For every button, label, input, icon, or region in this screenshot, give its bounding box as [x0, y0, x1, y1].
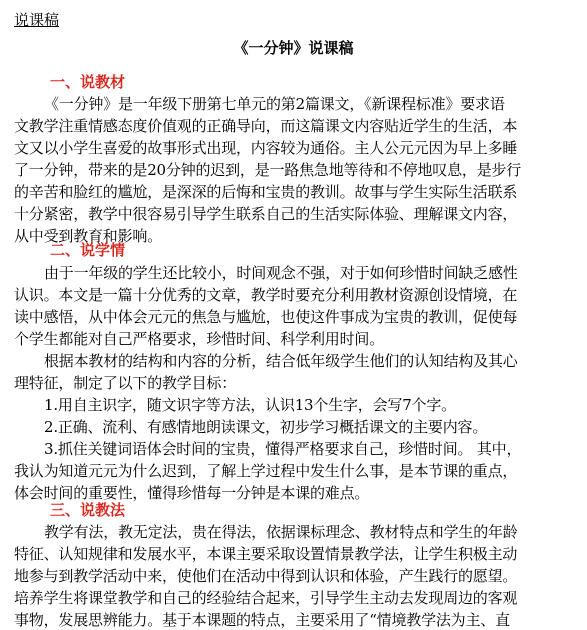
page-title: 《一分钟》说课稿: [233, 39, 354, 57]
paragraph-line: 认识。本文是一篇十分优秀的文章，教学时要充分利用教材资源创设情境，在: [14, 286, 518, 304]
objective-item: 3.抓住关键词语体会时间的宝贵，懂得严格要求自己，珍惜时间。 其中，: [44, 440, 522, 458]
paragraph-line: 了一分钟，带来的是20分钟的迟到，是一路焦急地等待和不停地叹息，是步行: [14, 161, 522, 179]
paragraph-line: 读中感悟，从中体会元元的焦急与尴尬，也使这件事成为宝贵的教训，促使每: [14, 308, 518, 326]
paragraph-line: 根据本教材的结构和内容的分析，结合低年级学生他们的认知结构及其心: [44, 352, 518, 370]
paragraph-line: 从中受到教育和影响。: [14, 227, 163, 245]
paragraph-line: 培养学生将课堂教学和自己的经验结合起来，引导学生主动去发现周边的客观: [14, 589, 518, 607]
paragraph-line: 个学生都能对自己严格要求，珍惜时间、科学利用时间。: [14, 330, 385, 348]
paragraph-line: 特征、认知规律和发展水平，本课主要采取设置情景教学法，让学生积极主动: [14, 545, 518, 563]
paragraph-line: 的辛苦和脸红的尴尬，是深深的后悔和宝贵的教训。故事与学生实际生活联系: [14, 183, 518, 201]
breadcrumb-link[interactable]: 说课稿: [14, 11, 60, 29]
paragraph-line: 《一分钟》是一年级下册第七单元的第2篇课文，《新课程标准》要求语: [44, 95, 505, 113]
paragraph-line: 十分紧密，教学中很容易引导学生联系自己的生活实际体验、理解课文内容，: [14, 205, 518, 223]
objective-item: 2.正确、流利、有感情地朗读课文，初步学习概括课文的主要内容。: [44, 418, 488, 436]
paragraph-line: 教学有法，教无定法，贵在得法，依据课标理念、教材特点和学生的年龄: [44, 523, 518, 541]
section-heading-jiaocai: 一、说教材: [50, 73, 126, 91]
section-heading-xueqing: 二、说学情: [50, 241, 126, 259]
section-heading-jiaofa: 三、说教法: [50, 501, 126, 519]
paragraph-line: 地参与到教学活动中来，使他们在活动中得到认识和体验，产生践行的愿望。: [14, 567, 518, 585]
paragraph-line: 事物，发展思辨能力。基于本课题的特点，主要采用了“情境教学法为主、直: [14, 611, 510, 629]
objective-item: 1.用自主识字，随文识字等方法，认识13个生字，会写7个字。: [44, 396, 456, 414]
paragraph-line: 理特征，制定了以下的教学目标：: [14, 374, 237, 392]
paragraph-line: 文又以小学生喜爱的故事形式出现，内容较为通俗。主人公元元因为早上多睡: [14, 139, 518, 157]
paragraph-line: 文教学注重情感态度价值观的正确导向，而这篇课文内容贴近学生的生活，本: [14, 117, 518, 135]
paragraph-line: 体会时间的重要性，懂得珍惜每一分钟是本课的难点。: [14, 484, 370, 502]
paragraph-line: 由于一年级的学生还比较小，时间观念不强，对于如何珍惜时间缺乏感性: [44, 264, 518, 282]
paragraph-line: 我认为知道元元为什么迟到，了解上学过程中发生什么事，是本节课的重点，: [14, 462, 518, 480]
